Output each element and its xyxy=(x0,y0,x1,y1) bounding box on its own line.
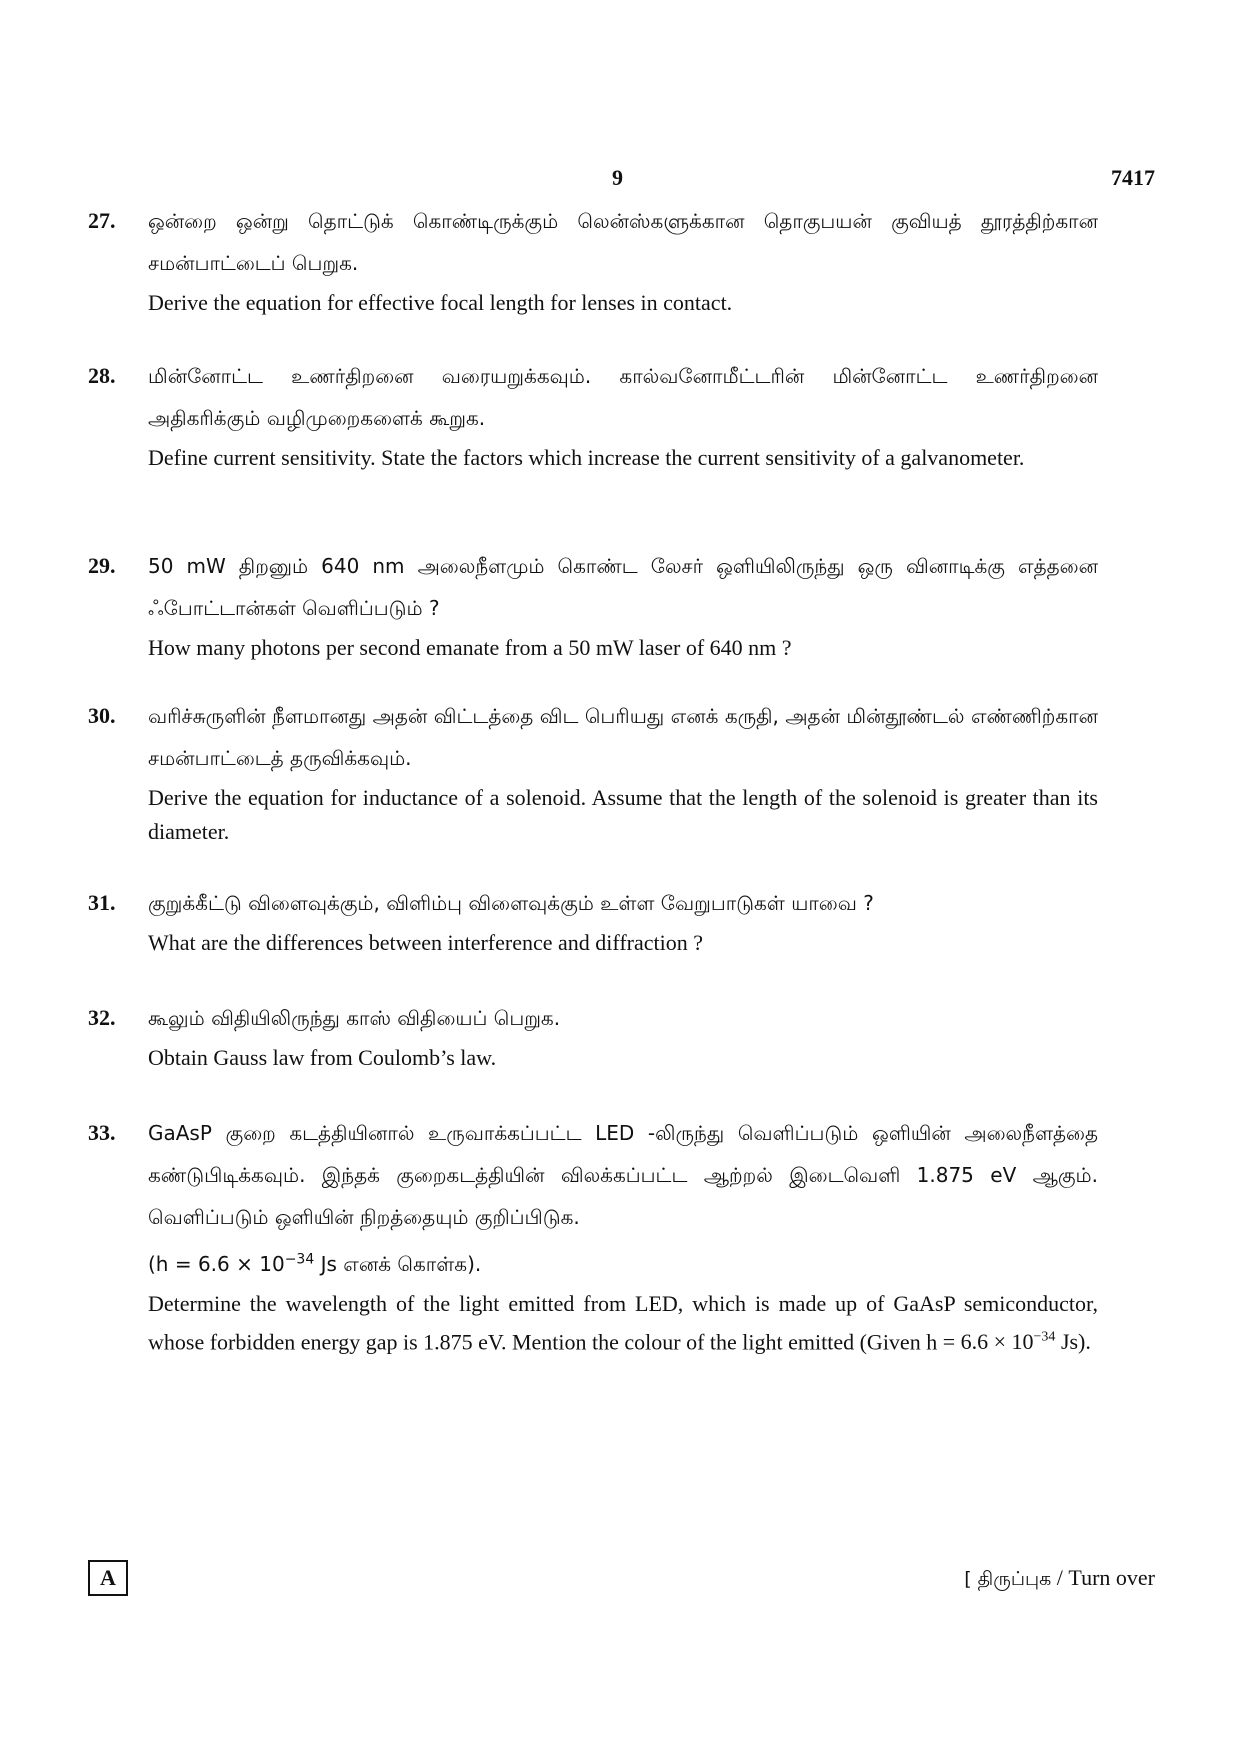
turn-over-english: / Turn over xyxy=(1051,1565,1155,1590)
question-number: 28. xyxy=(88,363,116,388)
paper-code: 7417 xyxy=(1111,165,1155,190)
question-27 xyxy=(88,200,1098,320)
question-text-english: How many photons per second emanate from a 50 mW laser of 640 nm ? xyxy=(148,635,792,660)
question-text-english: Derive the equation for effective focal length for lenses in contact. xyxy=(148,290,733,315)
question-text-tamil: கூலும் விதியிலிருந்து காஸ் விதியைப் பெறுக. xyxy=(148,1006,561,1030)
question-29 xyxy=(88,545,1098,665)
section-label-box: A xyxy=(88,1560,128,1596)
question-text-english: Derive the equation for inductance of a solenoid. Assume that the length of the solenoid is greater than its diameter. xyxy=(148,785,1098,844)
question-number: 29. xyxy=(88,553,116,578)
formula-planck-english: = $6.6 \times 10^{-34}$ Js). xyxy=(937,1328,1091,1354)
question-text-tamil: மின்னோட்ட உணர்திறனை வரையறுக்கவும். கால்வனோமீட்டரின் மின்னோட்ட உணர்திறனை அதிகரிக்கும் வழிமுறைகளைக் கூறுக. xyxy=(148,364,1098,430)
question-text-english: What are the differences between interference and diffraction ? xyxy=(148,930,703,955)
question-30 xyxy=(88,695,1098,849)
question-31 xyxy=(88,882,1098,960)
question-text-tamil: ஒன்றை ஒன்று தொட்டுக் கொண்டிருக்கும் லென்ஸ்களுக்கான தொகுபயன் குவியத் தூரத்திற்கான சமன்பாட்டைப் பெறுக. xyxy=(148,209,1098,275)
question-text-tamil: குறுக்கீட்டு விளைவுக்கும், விளிம்பு விளைவுக்கும் உள்ள வேறுபாடுகள் யாவை ? xyxy=(148,891,874,915)
question-text-english: Define current sensitivity. State the factors which increase the current sensitivity of a galvanometer. xyxy=(148,445,1025,470)
question-33 xyxy=(88,1112,1098,1359)
question-32 xyxy=(88,997,1098,1075)
question-28 xyxy=(88,355,1098,475)
turn-over-tamil: [ திருப்புக xyxy=(964,1568,1052,1590)
question-number: 33. xyxy=(88,1120,116,1145)
page-number: 9 xyxy=(612,165,623,190)
question-number: 32. xyxy=(88,1005,116,1030)
english-paragraph: Determine the wavelength of the light emitted from LED, which is made up of GaAsP semiconductor, whose forbidden energy gap is 1.875 eV. Mention the colour of the light emitted (Given h xyxy=(148,1290,1098,1354)
question-text-english xyxy=(148,1287,1098,1359)
question-number: 27. xyxy=(88,208,116,233)
question-text-tamil: வரிச்சுருளின் நீளமானது அதன் விட்டத்தை விட பெரியது எனக் கருதி, அதன் மின்தூண்டல் எண்ணிற்கான சமன்பாட்டைத் தருவிக்கவும். xyxy=(148,704,1098,770)
question-number: 30. xyxy=(88,703,116,728)
tamil-paragraph: GaAsP குறை கடத்தியினால் உருவாக்கப்பட்ட LED -லிருந்து வெளிப்படும் ஒளியின் அலைநீளத்தை கண்டுபிடிக்கவும். இந்தக் குறைகடத்தியின் விலக்கப்பட்ட ஆற்றல் இடைவெளி 1.875 eV ஆகும். வெளிப்படும் ஒளியின் நிறத்தையும் குறிப்பிடுக. xyxy=(148,1121,1098,1229)
turn-over-note xyxy=(964,1562,1155,1595)
question-text-tamil: 50 mW திறனும் 640 nm அலைநீளமும் கொண்ட லேசர் ஒளியிலிருந்து ஒரு வினாடிக்கு எத்தனை ஃபோட்டான்கள் வெளிப்படும் ? xyxy=(148,554,1098,620)
formula-planck: ($h = 6.6 \times 10^{-34}$ Js எனக் கொள்க). xyxy=(148,1251,482,1276)
question-number: 31. xyxy=(88,890,116,915)
question-text-tamil xyxy=(148,1112,1098,1285)
question-text-english: Obtain Gauss law from Coulomb’s law. xyxy=(148,1045,497,1070)
